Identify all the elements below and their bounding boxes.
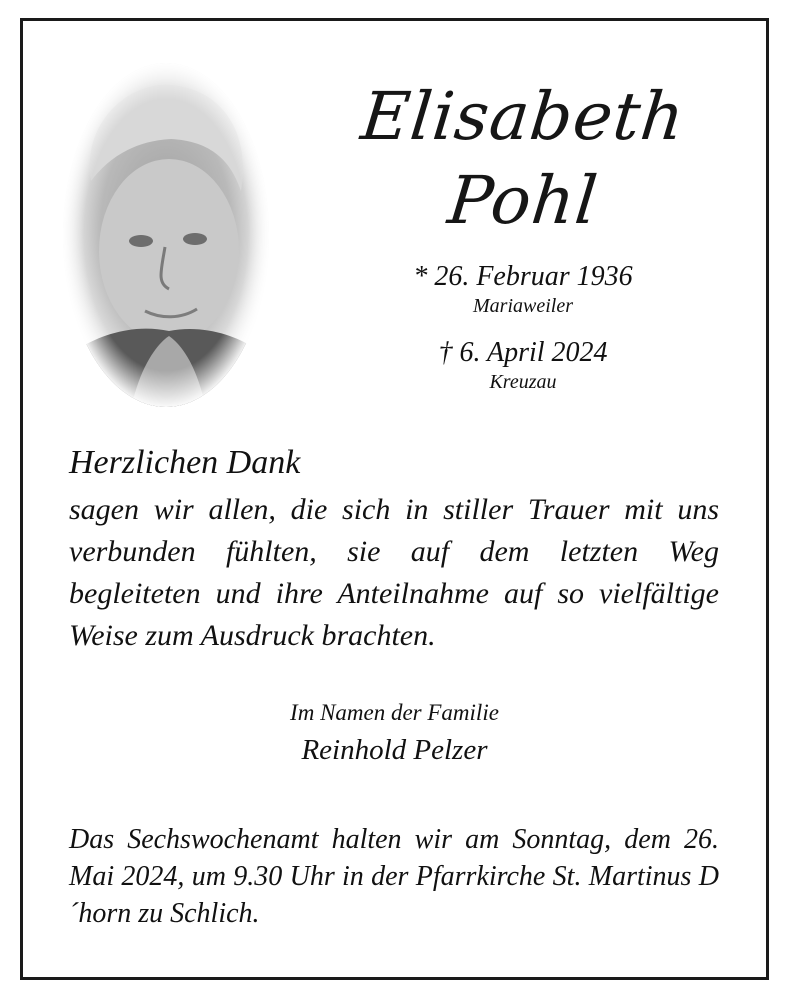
signoff-name: Reinhold Pelzer — [301, 734, 488, 766]
last-name: Pohl — [444, 162, 602, 239]
memorial-service-note: Das Sechswochenamt halten wir am Sonntag, dem 26. Mai 2024, um 9.30 Uhr in der Pfarrkirche St. Martinus D´horn zu Schlich. — [69, 824, 719, 929]
portrait-photo — [61, 61, 271, 409]
thanks-heading: Herzlichen Dank — [69, 444, 301, 481]
family-signoff — [23, 697, 766, 769]
obituary-card — [20, 18, 769, 980]
first-name: Elisabeth — [357, 78, 689, 155]
deceased-name — [343, 71, 703, 247]
life-dates — [363, 261, 683, 395]
thanks-text: sagen wir allen, die sich in stiller Trauer mit uns verbunden fühlten, sie auf dem letzten Weg begleiteten und ihre Anteilnahme auf so vielfältige Weise zum Ausdruck brachten. — [69, 493, 719, 652]
birth-date: * 26. Februar 1936 — [413, 261, 633, 292]
death-place: Kreuzau — [489, 371, 557, 393]
death-date: † 6. April 2024 — [438, 337, 608, 368]
signoff-line: Im Namen der Familie — [290, 700, 499, 725]
birth-place: Mariaweiler — [473, 295, 573, 317]
